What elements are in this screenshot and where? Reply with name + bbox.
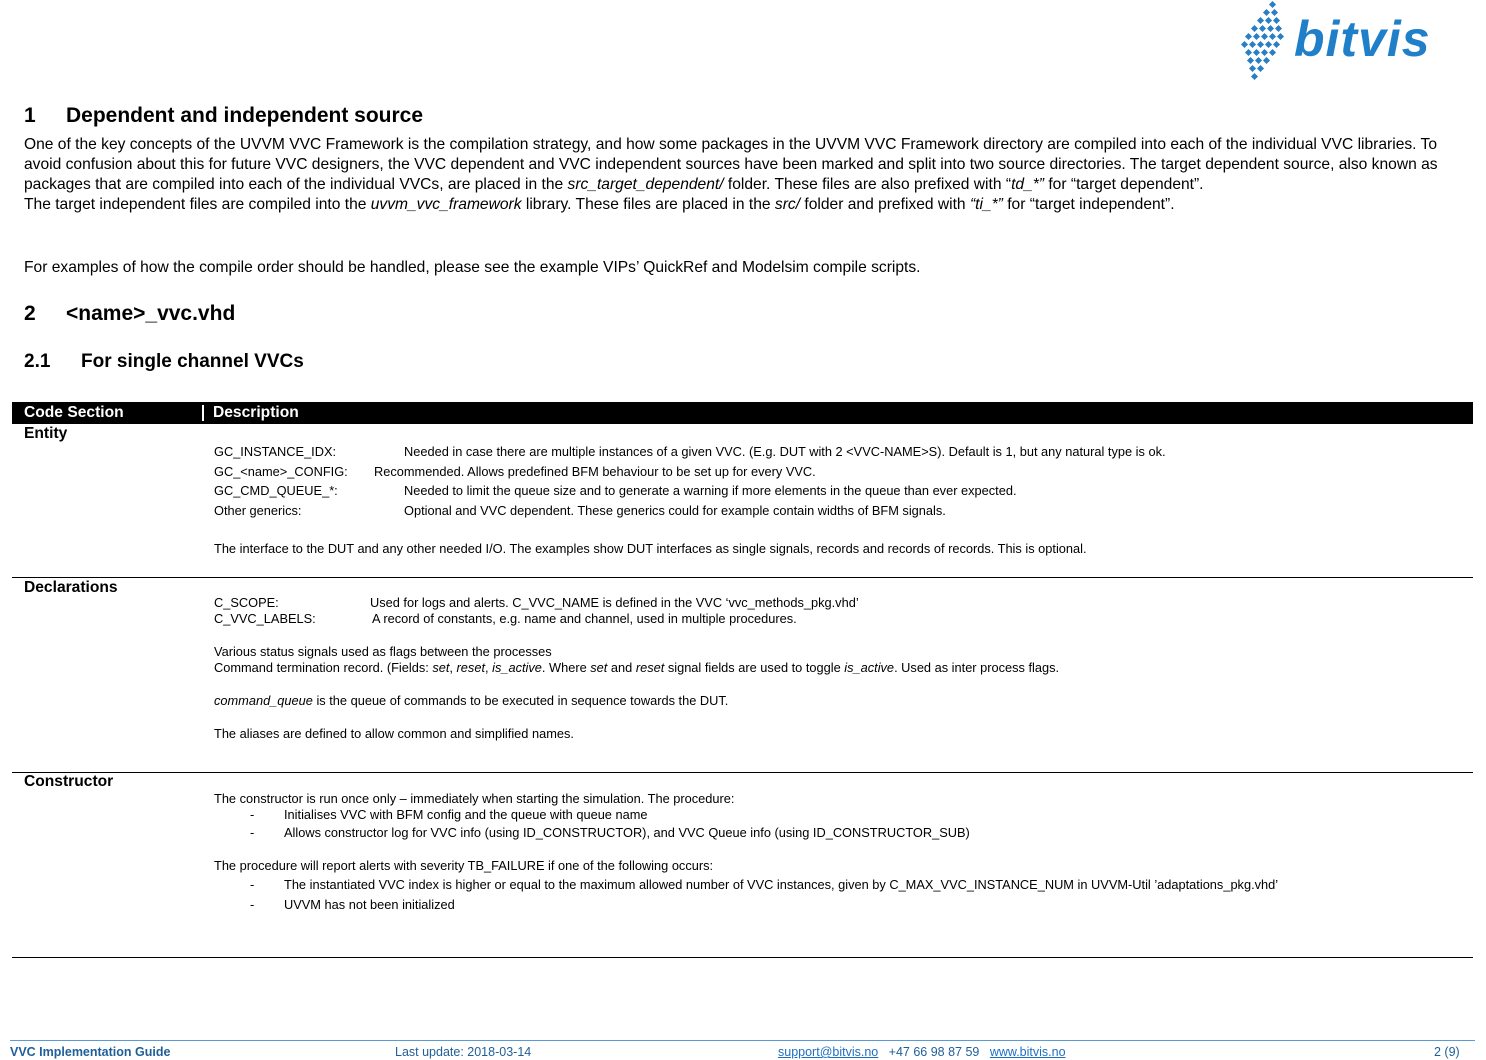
section-title: <name>_vvc.vhd xyxy=(66,302,236,325)
paragraph: The target independent files are compiled into the uvvm_vvc_framework library. These files are placed in the src/ folder and prefixed with “ti_*” for “target independent”. xyxy=(24,196,1175,213)
generic-row: GC_CMD_QUEUE_*: Needed to limit the queue size and to generate a warning if more elements in the queue than ever expected. xyxy=(214,483,1017,498)
list-item: - The instantiated VVC index is higher or equal to the maximum allowed number of VVC instances, given by C_MAX_VVC_INSTANCE_NUM in UVVM-Util ’adaptations_pkg.vhd’ xyxy=(250,877,1279,892)
bitvis-logo xyxy=(1238,0,1466,84)
email-link[interactable]: support@bitvis.no xyxy=(778,1045,879,1059)
generic-row: GC_INSTANCE_IDX: Needed in case there are multiple instances of a given VVC. (E.g. DUT with 2 <VVC-NAME>S). Default is 1, but any natural type is ok. xyxy=(214,444,1166,459)
page-number: 2 (9) xyxy=(1434,1045,1460,1059)
row-label-constructor: Constructor xyxy=(24,773,114,790)
website-link[interactable]: www.bitvis.no xyxy=(989,1045,1066,1059)
declaration-row: C_VVC_LABELS: A record of constants, e.g. name and channel, used in multiple procedures. xyxy=(214,611,797,626)
command-termination-text: Command termination record. (Fields: set, reset, is_active. Where set and reset signal fields are used to toggle is_active. Used as inter process flags. xyxy=(214,660,1060,675)
generic-row: GC_<name>_CONFIG: Recommended. Allows predefined BFM behaviour to be set up for every VVC. xyxy=(214,464,816,479)
section-2-1-heading xyxy=(24,351,304,373)
section-title: Dependent and independent source xyxy=(66,104,424,127)
column-divider xyxy=(202,405,204,421)
section-number: 1 xyxy=(24,104,36,127)
declarations-description xyxy=(214,595,1464,742)
row-divider xyxy=(12,577,1473,578)
constructor-description xyxy=(214,791,1464,913)
section-number: 2.1 xyxy=(24,351,51,372)
section-1-heading xyxy=(24,104,423,128)
constructor-alerts-text: The procedure will report alerts with severity TB_FAILURE if one of the following occurs: xyxy=(214,858,714,873)
constructor-intro: The constructor is run once only – immediately when starting the simulation. The procedure: xyxy=(214,791,735,806)
footer-divider xyxy=(10,1040,1475,1041)
row-divider xyxy=(12,772,1473,773)
section-title: For single channel VVCs xyxy=(81,351,304,372)
footer-contact xyxy=(778,1045,1066,1059)
footer-last-update: Last update: 2018-03-14 xyxy=(395,1045,532,1059)
aliases-text: The aliases are defined to allow common and simplified names. xyxy=(214,726,574,741)
section-1-body xyxy=(24,135,1464,215)
paragraph: For examples of how the compile order should be handled, please see the example VIPs’ QuickRef and Modelsim compile scripts. xyxy=(24,259,921,276)
table-header xyxy=(12,402,1473,424)
list-item: - UVVM has not been initialized xyxy=(250,897,455,912)
table-bottom-rule xyxy=(12,957,1473,958)
declaration-row: C_SCOPE: Used for logs and alerts. C_VVC_NAME is defined in the VVC ‘vvc_methods_pkg.vhd’ xyxy=(214,595,859,610)
command-queue-text: command_queue is the queue of commands to be executed in sequence towards the DUT. xyxy=(214,693,729,708)
footer-document-title: VVC Implementation Guide xyxy=(10,1045,171,1059)
paragraph: One of the key concepts of the UVVM VVC Framework is the compilation strategy, and how some packages in the UVVM VVC Framework directory are compiled into each of the individual VVC libraries. To avoid confusion about this for future VVC designers, the VVC dependent and VVC independent sources have been marked and split into two source directories. The target dependent source, also known as packages that are compiled into each of the individual VVCs, are placed in the src_target_dependent/ folder. These files are also prefixed with “td_*” for “target dependent”. xyxy=(24,136,1438,193)
diamond-grid-icon xyxy=(1238,0,1294,84)
row-label-entity: Entity xyxy=(24,425,68,442)
generic-row: Other generics: Optional and VVC dependent. These generics could for example contain widths of BFM signals. xyxy=(214,503,946,518)
phone-number: +47 66 98 87 59 xyxy=(888,1045,980,1059)
list-item: - Allows constructor log for VVC info (using ID_CONSTRUCTOR), and VVC Queue info (using ID_CONSTRUCTOR_SUB) xyxy=(250,825,970,840)
list-item: - Initialises VVC with BFM config and the queue with queue name xyxy=(250,807,648,822)
section-2-heading xyxy=(24,302,235,326)
entity-description xyxy=(214,444,1464,557)
logo-wordmark: bitvis xyxy=(1294,11,1431,67)
row-label-declarations: Declarations xyxy=(24,579,118,596)
status-signals-text: Various status signals used as flags between the processes xyxy=(214,644,552,659)
column-header-code-section: Code Section xyxy=(24,404,124,421)
entity-note: The interface to the DUT and any other needed I/O. The examples show DUT interfaces as single signals, records and records of records. This is optional. xyxy=(214,541,1087,556)
column-header-description: Description xyxy=(213,404,299,421)
section-number: 2 xyxy=(24,302,36,325)
